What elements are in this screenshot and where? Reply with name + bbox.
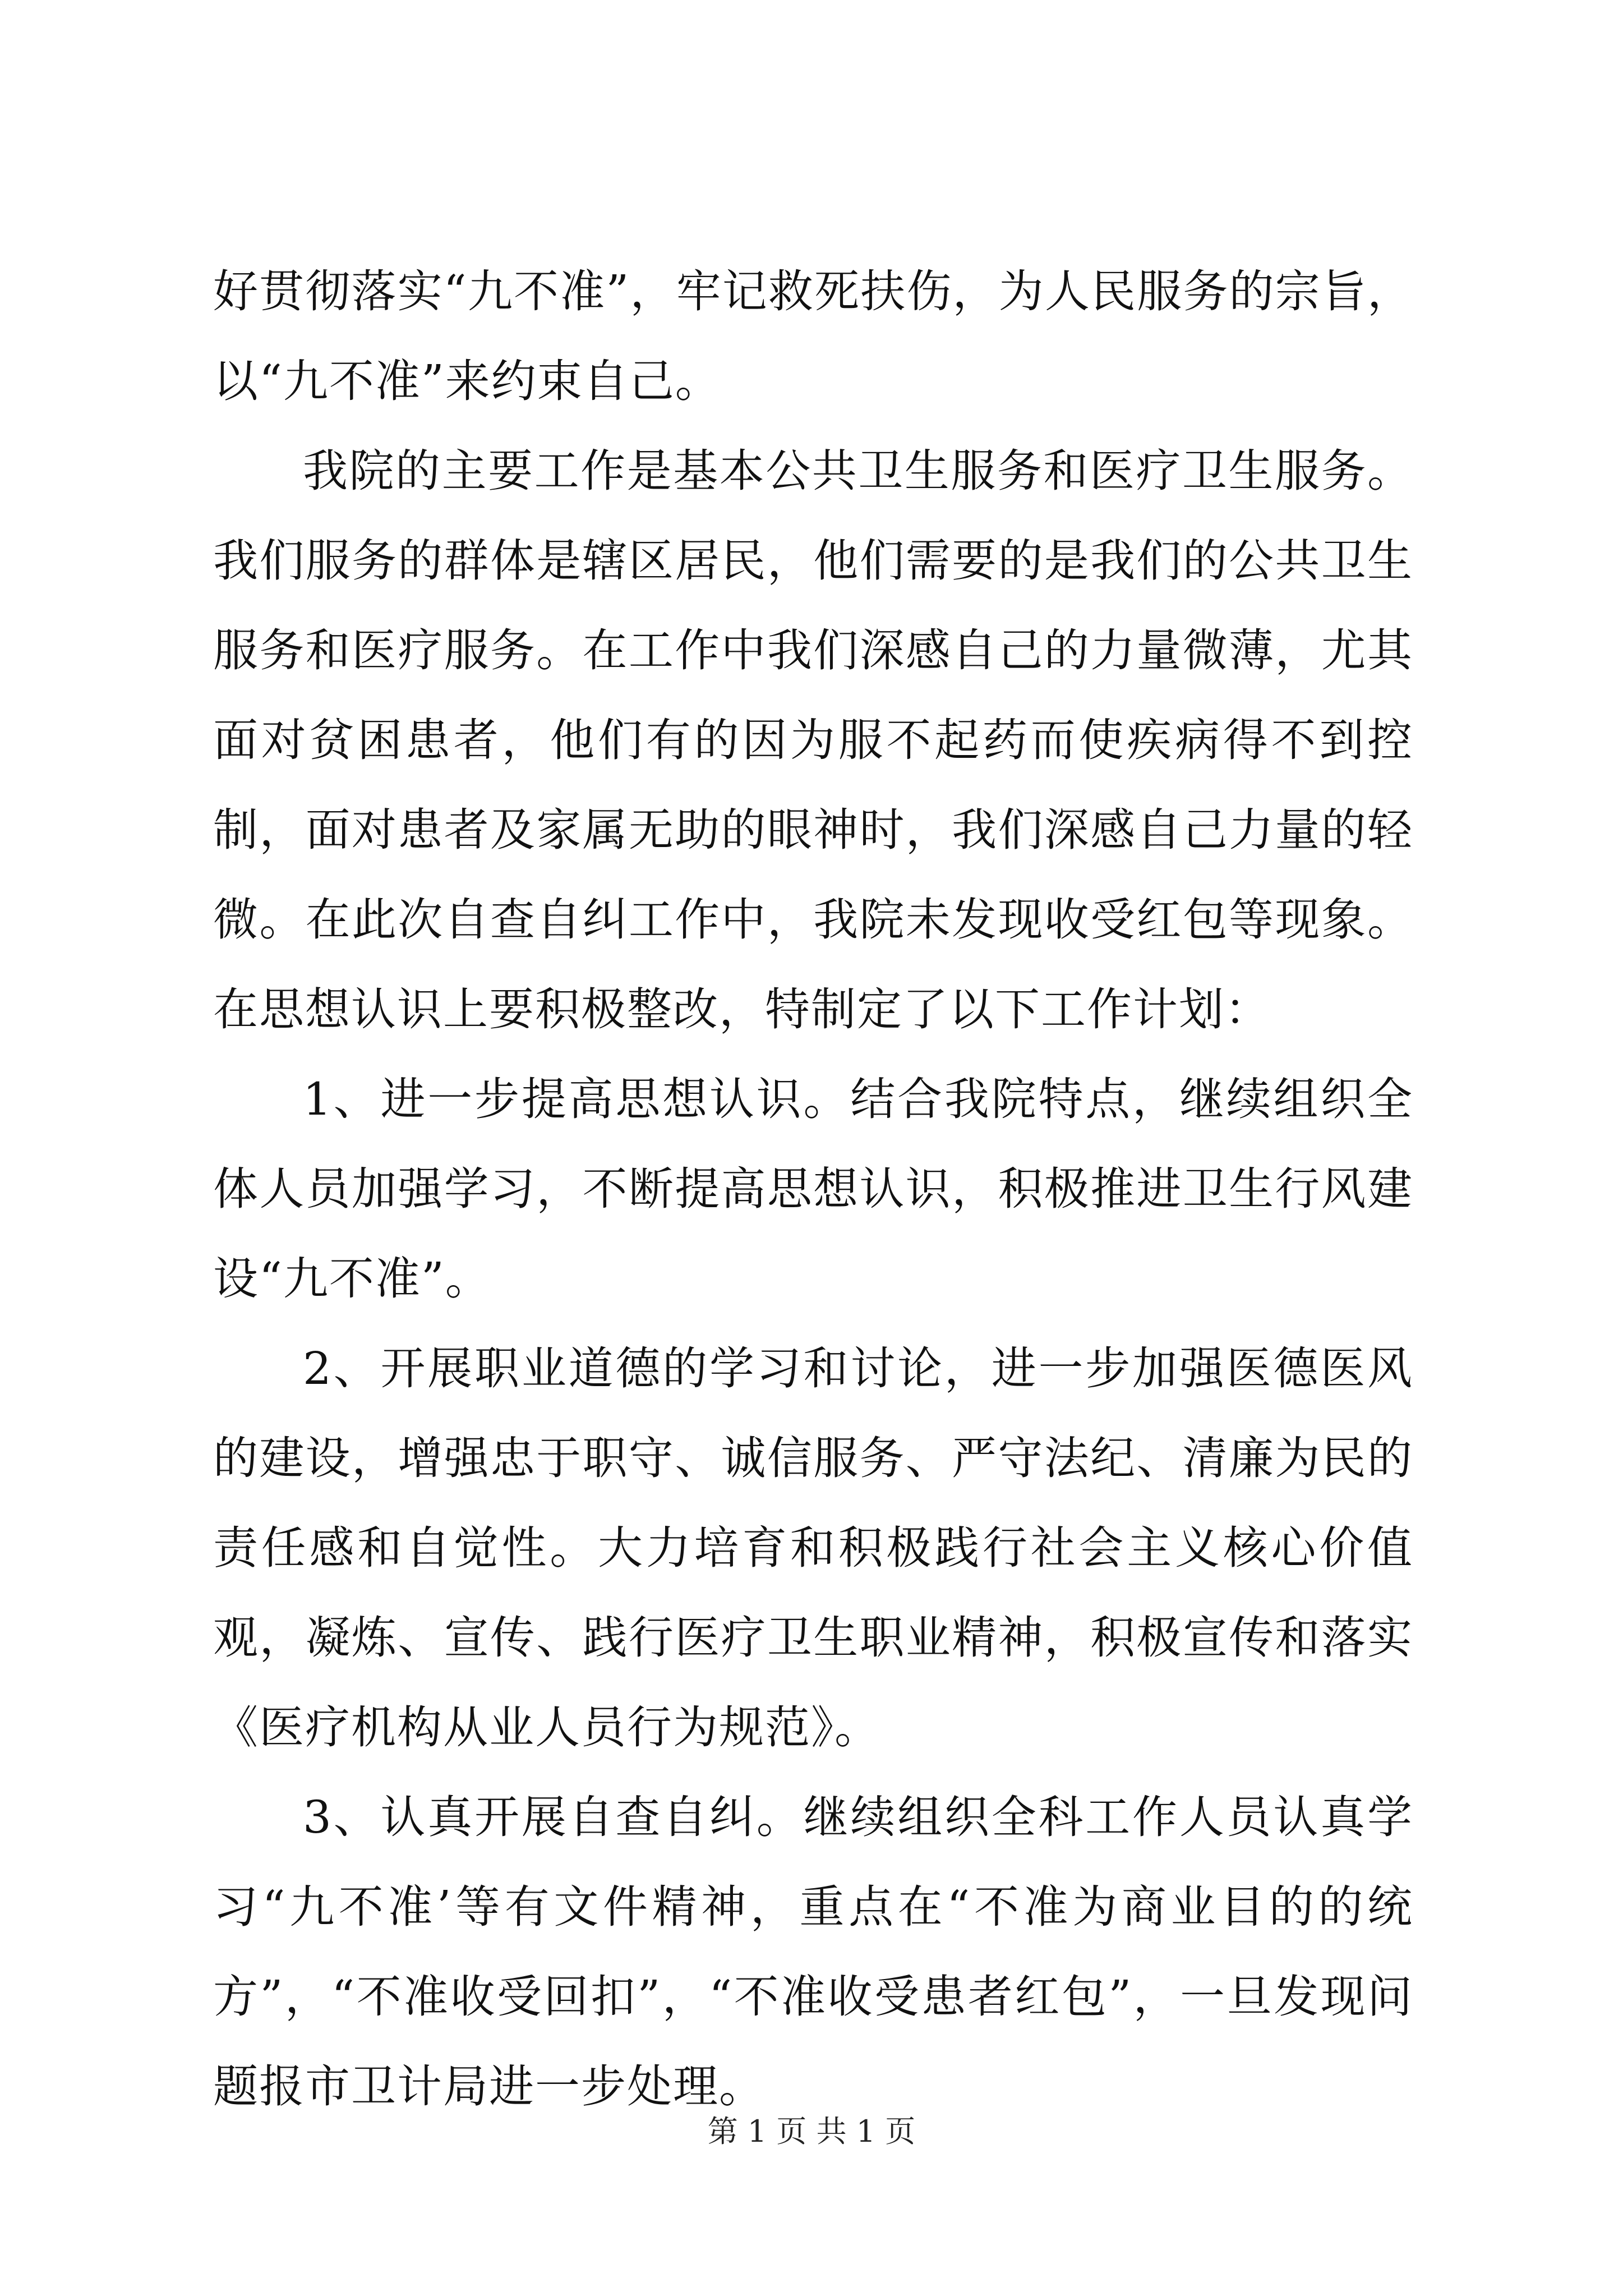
paragraph-plan-item-3: 3、认真开展自查自纠。继续组织全科工作人员认真学习“九不准’等有文件精神，重点在“不准为商业目的的统方”，“不准收受回扣”，“不准收受患者红包”，一旦发现问题报市卫计局进一步处理。: [213, 1791, 1413, 2113]
paragraph-plan-item-2: 2、开展职业道德的学习和讨论，进一步加强医德医风的建设，增强忠于职守、诚信服务、严守法纪、清廉为民的责任感和自觉性。大力培育和积极践行社会主义核心价值观，凝炼、宣传、践行医疗卫生职业精神，积极宣传和落实《医疗机构从业人员行为规范》。: [213, 1342, 1413, 1754]
page-footer: 第 1 页 共 1 页: [707, 2114, 916, 2149]
paragraph-continuation: 好贯彻落实“九不准”，牢记救死扶伤，为人民服务的宗旨，以“九不准”来约束自己。: [213, 265, 1413, 407]
paragraph-plan-item-1: 1、进一步提高思想认识。结合我院特点，继续组织全体人员加强学习，不断提高思想认识，积极推进卫生行风建设“九不准”。: [213, 1073, 1413, 1305]
document-body: [213, 247, 1413, 2132]
paragraph-main-work: 我院的主要工作是基本公共卫生服务和医疗卫生服务。我们服务的群体是辖区居民，他们需要的是我们的公共卫生服务和医疗服务。在工作中我们深感自己的力量微薄，尤其面对贫困患者，他们有的因为服不起药而使疾病得不到控制，面对患者及家属无助的眼神时，我们深感自己力量的轻微。在此次自查自纠工作中，我院未发现收受红包等现象。在思想认识上要积极整改，特制定了以下工作计划：: [213, 445, 1413, 1036]
